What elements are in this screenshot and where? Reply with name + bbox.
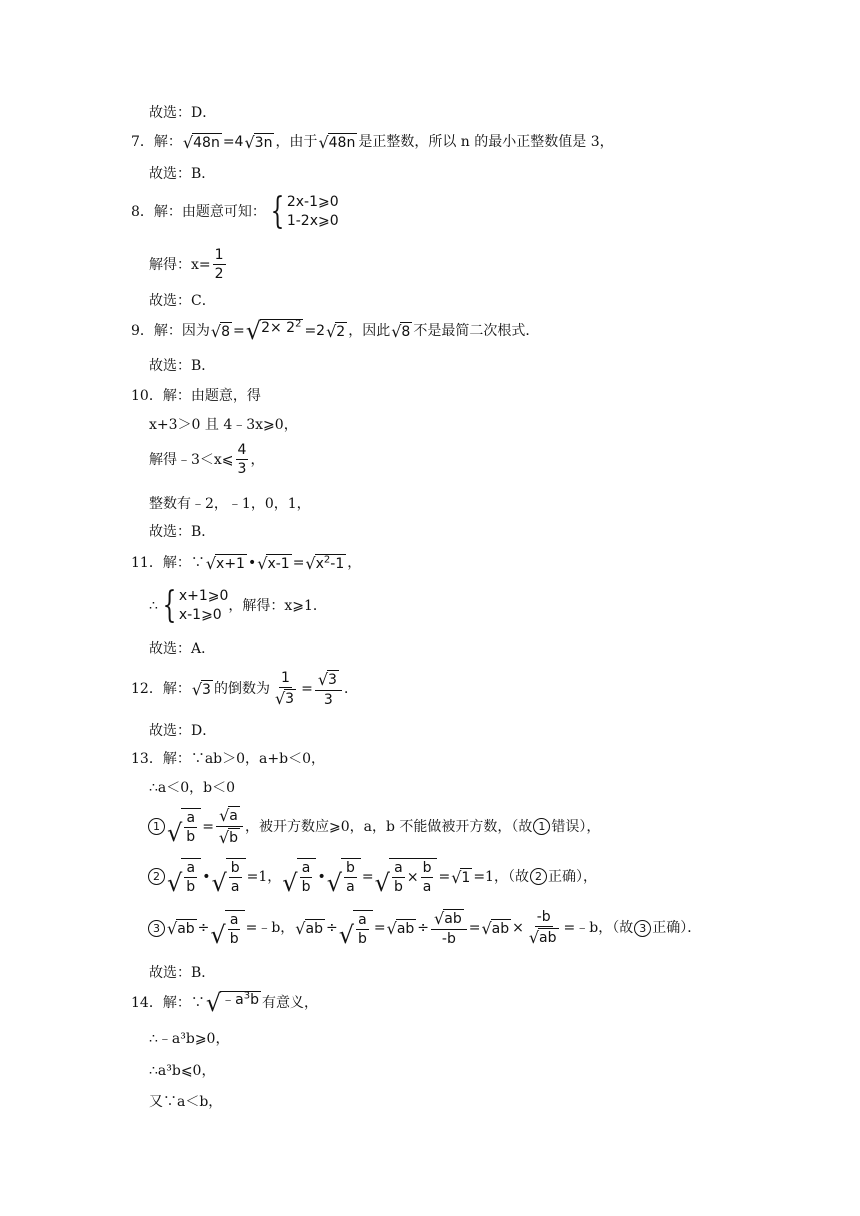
text: =﹣b，（故 xyxy=(563,920,634,936)
fraction: √ a √ b xyxy=(216,806,243,847)
fraction xyxy=(213,247,226,282)
text: ，被开方数应⩾0，a，b 不能做被开方数，（故 xyxy=(245,818,533,835)
answer-line: 故选：D． xyxy=(149,105,217,121)
radicand: 48n xyxy=(193,135,220,151)
sqrt: √ 3 xyxy=(274,689,295,708)
text: 的倒数为 xyxy=(213,681,270,697)
sqrt: √ 48n xyxy=(182,133,220,152)
text: ，因此 xyxy=(348,323,391,339)
solution-13: 13．解：∵ab＞0，a+b＜0， xyxy=(131,751,325,767)
circled-number: 3 xyxy=(634,920,651,937)
numerator: 1 xyxy=(214,247,224,263)
solution-13-item-3: 3 √ ab ÷ √ $\frac{a}{b}$ =﹣b， √ ab ÷ √ $\frac{a}{b}$ = √ ab ÷ √ ab -b = √ ab × -b √ ab =﹣b，（故 3 正确）． xyxy=(147,909,701,947)
system: { 2x-1⩾0 1-2x⩾0 xyxy=(270,191,339,232)
solution-14-line: 又∵a＜b， xyxy=(149,1094,223,1110)
text: 8．解：由题意可知： xyxy=(131,204,266,220)
text: 正确）． xyxy=(652,920,702,936)
radicand: 2 xyxy=(336,324,346,340)
sqrt: √ x+1 xyxy=(205,554,245,573)
text: 错误）， xyxy=(551,818,601,835)
sqrt: √ 8 xyxy=(391,322,411,341)
solution-11-line xyxy=(149,587,327,625)
text: • xyxy=(247,555,257,571)
solution-10-line: x+3＞0 且 4﹣3x⩾0， xyxy=(149,417,298,433)
circled-number: 2 xyxy=(530,868,547,885)
circled-number: 3 xyxy=(148,920,165,937)
equation: 1-2x⩾0 xyxy=(286,213,339,229)
sqrt: √ 2 xyxy=(326,322,346,341)
radicand: 3 xyxy=(285,691,295,707)
system: { x+1⩾0 x-1⩾0 xyxy=(162,585,229,626)
answer-line: 故选：A． xyxy=(149,641,216,657)
sqrt: √ 3n xyxy=(244,133,273,152)
text: 14．解：∵ xyxy=(131,995,205,1011)
text: 解得：x= xyxy=(149,256,211,273)
radicand: 48n xyxy=(328,135,356,151)
circled-number: 1 xyxy=(533,818,550,835)
solution-13-item-1: 1 √ $\frac{a}{b}$ = √ a √ b ，被开方数应⩾0，a，b 不能做被开方数，（故 1 错误）， xyxy=(147,806,600,847)
circled-number: 2 xyxy=(148,868,165,885)
numerator: 4 xyxy=(237,442,247,458)
text: = xyxy=(301,681,313,697)
radicand: 3 xyxy=(202,682,211,698)
answer-line: 故选：D． xyxy=(149,723,217,739)
text: ． xyxy=(343,681,358,697)
text: 解得﹣3＜x⩽ xyxy=(149,451,234,468)
equation: x-1⩾0 xyxy=(178,607,222,623)
solution-11 xyxy=(131,554,361,572)
text: ∴ xyxy=(149,598,158,614)
text: = xyxy=(233,323,245,339)
solution-7 xyxy=(131,133,614,151)
text: 9．解：因为 xyxy=(131,323,210,339)
text: 7．解： xyxy=(131,134,182,150)
sqrt: √ $﹣a^3b$ xyxy=(205,989,259,1017)
fraction xyxy=(236,442,249,477)
text: 正确）， xyxy=(547,868,597,885)
sqrt: √ 3 xyxy=(191,680,211,699)
radicand: x-1 xyxy=(267,556,290,572)
sqrt: √ $2\times 2^2$ xyxy=(245,317,302,345)
text: 12．解： xyxy=(131,681,191,697)
solution-8 xyxy=(131,193,339,231)
numerator: 1 xyxy=(281,670,290,686)
circled-number: 1 xyxy=(148,818,165,835)
solution-12 xyxy=(131,670,358,708)
equation: x+1⩾0 xyxy=(178,588,229,604)
text: 是正整数，所以 n 的最小正整数值是 3， xyxy=(358,134,614,150)
answer-line: 故选：B． xyxy=(149,166,216,182)
solution-14 xyxy=(131,991,318,1015)
text: =1， xyxy=(246,868,282,885)
radicand: 3 xyxy=(328,672,337,688)
text: 不是最简二次根式． xyxy=(413,323,540,339)
radicand: $﹣a^3b$ xyxy=(220,991,261,1015)
answer-line: 故选：B． xyxy=(149,358,216,374)
sqrt: √ 3 xyxy=(317,670,337,689)
solution-10: 10．解：由题意，得 xyxy=(131,388,261,404)
solution-10-line: 整数有﹣2，﹣1，0，1， xyxy=(149,496,311,512)
text: =1，（故 xyxy=(473,868,529,885)
text: ，解得：x⩾1． xyxy=(228,598,327,614)
solution-9 xyxy=(131,319,539,343)
solution-14-line: ∴a³b⩽0， xyxy=(149,1063,216,1079)
text: ， xyxy=(250,451,265,468)
text: =﹣b， xyxy=(245,920,295,936)
solution-10-line xyxy=(149,442,264,477)
text: =4 xyxy=(222,134,244,150)
text: =2 xyxy=(304,323,326,339)
radicand: $2\times 2^2$ xyxy=(260,319,303,343)
fraction xyxy=(272,670,299,708)
solution-8-result xyxy=(149,247,228,282)
solution-13-item-2: 2 √ $\frac{a}{b}$ • √ $\frac{b}{a}$ =1， √ $\frac{a}{b}$ • √ $\frac{b}{a}$ = √ $\frac{a}{b}$ × $\frac{b}{a}$ = √ 1 =1，（故 2 正确）， xyxy=(147,858,597,895)
answer-line: 故选：C． xyxy=(149,293,216,309)
text: 有意义， xyxy=(261,995,318,1011)
equation: 2x-1⩾0 xyxy=(286,194,339,210)
sqrt: √ $x^2-1$ xyxy=(305,554,345,573)
denominator: 3 xyxy=(237,461,247,477)
text: ，由于 xyxy=(275,134,318,150)
sqrt: √ 48n xyxy=(318,133,356,152)
sqrt: √ $\frac{a}{b}$ xyxy=(167,808,201,845)
sqrt: √ 8 xyxy=(210,322,231,341)
radicand: 8 xyxy=(401,324,411,340)
radicand: 8 xyxy=(221,324,231,340)
text: ， xyxy=(347,555,362,571)
text: = xyxy=(292,555,305,571)
denominator: 3 xyxy=(323,692,333,708)
radicand: x+1 xyxy=(216,556,245,572)
fraction xyxy=(315,670,342,708)
radicand: 3n xyxy=(254,135,273,151)
sqrt: √ x-1 xyxy=(257,554,290,573)
denominator: 2 xyxy=(214,266,224,282)
solution-13-line: ∴a＜0，b＜0 xyxy=(149,780,236,796)
answer-line: 故选：B． xyxy=(149,965,216,981)
text: 11．解：∵ xyxy=(131,555,205,571)
solution-14-line: ∴﹣a³b⩾0， xyxy=(149,1031,230,1047)
answer-line: 故选：B． xyxy=(149,524,216,540)
radicand: $x^2-1$ xyxy=(315,554,345,572)
